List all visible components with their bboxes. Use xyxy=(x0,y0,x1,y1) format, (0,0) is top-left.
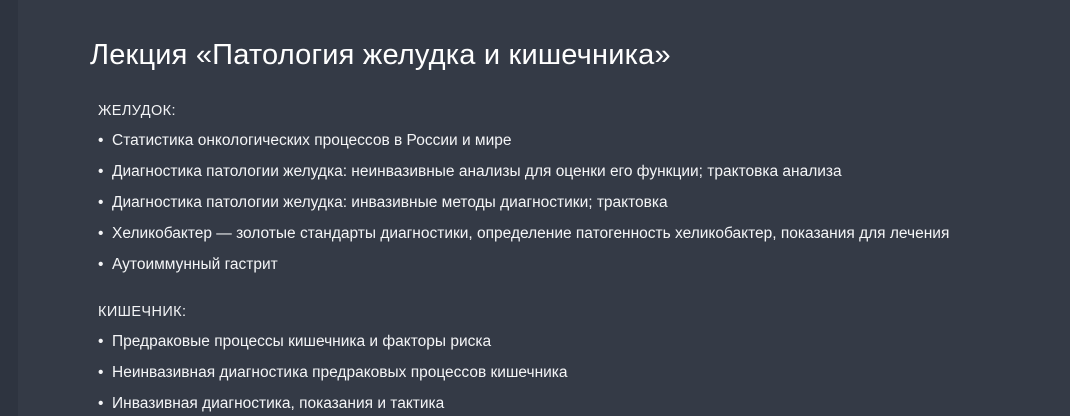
section-heading: ЖЕЛУДОК: xyxy=(98,102,176,119)
list-item: • Аутоиммунный гастрит xyxy=(98,253,1012,277)
bullet-list-stomach xyxy=(98,129,1030,277)
list-item: • Диагностика патологии желудка: неинвазивные анализы для оценки его функции; трактовка анализа xyxy=(98,160,1012,184)
slide-left-accent-strip xyxy=(0,0,18,416)
list-item: • Инвазивная диагностика, показания и тактика xyxy=(98,392,1012,416)
slide-body xyxy=(98,103,1030,416)
page-title: Лекция «Патология желудка и кишечника» xyxy=(90,39,671,71)
bullet-list-intestine xyxy=(98,330,1030,416)
section-spacer xyxy=(98,284,1030,304)
list-item: • Статистика онкологических процессов в России и мире xyxy=(98,129,1012,153)
section-intestine xyxy=(98,304,1030,416)
list-item: • Неинвазивная диагностика предраковых процессов кишечника xyxy=(98,361,1012,385)
list-item: • Диагностика патологии желудка: инвазивные методы диагностики; трактовка xyxy=(98,191,1012,215)
section-heading: КИШЕЧНИК: xyxy=(98,303,187,320)
slide-content xyxy=(90,0,1030,416)
list-item: • Предраковые процессы кишечника и факторы риска xyxy=(98,330,1012,354)
section-stomach xyxy=(98,103,1030,277)
list-item: • Хеликобактер — золотые стандарты диагностики, определение патогенность хеликобактер, показания для лечения xyxy=(98,222,1012,246)
